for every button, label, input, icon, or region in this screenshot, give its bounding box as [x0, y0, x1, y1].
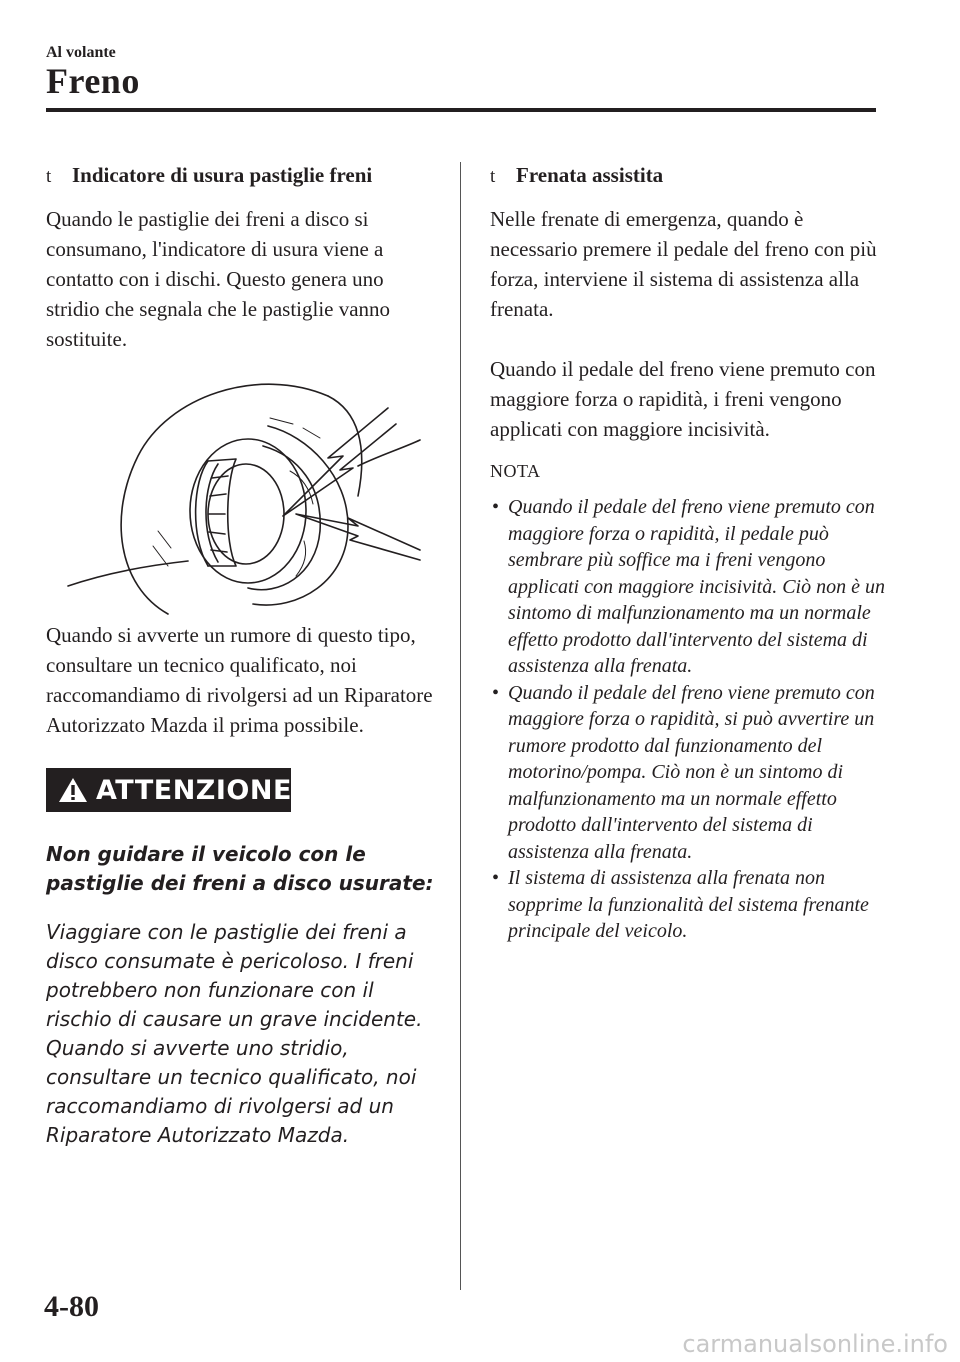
right-column	[490, 160, 885, 945]
brake-assist-heading	[490, 160, 885, 192]
note-item	[490, 494, 885, 680]
brake-assist-heading-text: Frenata assistita	[516, 163, 664, 187]
wear-indicator-heading	[46, 160, 436, 192]
footer-watermark: carmanualsonline.info	[682, 1330, 948, 1358]
warning-lead: Non guidare il veicolo con le pastiglie dei freni a disco usurate:	[46, 842, 434, 895]
brake-assist-intro: Nelle frenate di emergenza, quando è necessario premere il pedale del freno con più forza, interviene il sistema di assistenza alla frenata.	[490, 207, 877, 321]
column-divider	[460, 162, 461, 1290]
warning-banner	[46, 768, 291, 812]
wear-indicator-heading-text: Indicatore di usura pastiglie freni	[72, 163, 373, 187]
page-title: Freno	[46, 61, 140, 101]
noise-advice-paragraph: Quando si avverte un rumore di questo tipo, consultare un tecnico qualificato, noi raccomandiamo di rivolgersi ad un Riparatore Autorizzato Mazda il prima possibile.	[46, 623, 433, 737]
bullet-icon: •	[492, 496, 500, 518]
left-column	[46, 160, 436, 1150]
note-text: Quando il pedale del freno viene premuto con maggiore forza o rapidità, si può avvertire un rumore prodotto dal funzionamento del motorino/pompa. Ciò non è un sintomo di malfunzionamento ma un normale effetto prodotto dall'intervento del sistema di assistenza alla frenata.	[508, 681, 875, 863]
brake-assist-detail: Quando il pedale del freno viene premuto con maggiore forza o rapidità, i freni vengono applicati con maggiore incisività.	[490, 357, 876, 441]
bullet-icon: •	[492, 867, 500, 889]
section-marker-icon: t	[46, 166, 52, 187]
note-text: Il sistema di assistenza alla frenata non sopprime la funzionalità del sistema frenante principale del veicolo.	[508, 867, 869, 942]
section-kicker: Al volante	[46, 44, 116, 61]
warning-triangle-icon	[58, 777, 88, 803]
warning-label: ATTENZIONE	[96, 774, 292, 806]
page-number: 4-80	[44, 1290, 99, 1323]
section-marker-icon: t	[490, 166, 496, 187]
note-item	[490, 865, 885, 945]
wear-indicator-paragraph: Quando le pastiglie dei freni a disco si consumano, l'indicatore di usura viene a contatto con i dischi. Questo genera uno stridio che segnala che le pastiglie vanno sostituite.	[46, 207, 391, 351]
brake-wear-squeal-illustration	[58, 366, 426, 616]
note-item	[490, 680, 885, 866]
note-label: NOTA	[490, 461, 541, 481]
note-text: Quando il pedale del freno viene premuto con maggiore forza o rapidità, il pedale può sembrare più soffice ma i freni vengono applicati con maggiore incisività. Ciò non è un sintomo di malfunzionamento ma un normale effetto prodotto dall'intervento del sistema di assistenza alla frenata.	[508, 496, 885, 677]
note-list	[490, 494, 885, 945]
warning-body: Viaggiare con le pastiglie dei freni a disco consumate è pericoloso. I freni potrebbero non funzionare con il rischio di causare un grave incidente. Quando si avverte uno stridio, consultare un tecnico qualificato, noi raccomandiamo di rivolgersi ad un Riparatore Autorizzato Mazda.	[46, 920, 423, 1147]
header-rule	[46, 108, 876, 112]
bullet-icon: •	[492, 681, 500, 704]
